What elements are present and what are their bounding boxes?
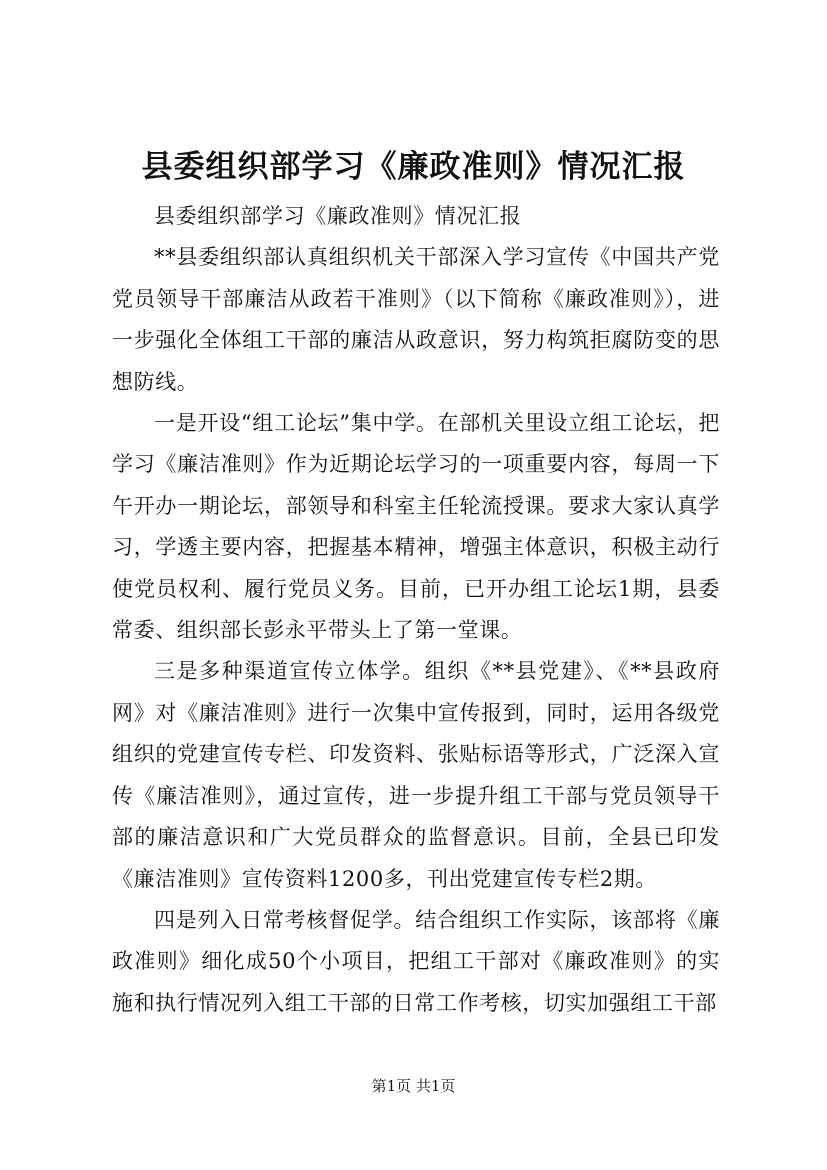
section-four-paragraph: 四是列入日常考核督促学。结合组织工作实际，该部将《廉政准则》细化成50个小项目，把组工干部对《廉政准则》的实施和执行情况列入组工干部的日常工作考核，切实加强组工干部: [112, 907, 720, 1015]
document-body: [112, 196, 720, 1024]
document-title: 县委组织部学习《廉政准则》情况汇报: [141, 149, 686, 185]
page-footer: 第1页 共1页: [371, 1077, 456, 1095]
subtitle-paragraph: 县委组织部学习《廉政准则》情况汇报: [154, 204, 522, 228]
section-three-paragraph: 三是多种渠道宣传立体学。组织《**县党建》、《**县政府网》对《廉洁准则》进行一次集中宣传报到，同时，运用各级党组织的党建宣传专栏、印发资料、张贴标语等形式，广泛深入宣传《廉洁准则》，通过宣传，进一步提升组工干部与党员领导干部的廉洁意识和广大党员群众的监督意识。目前，全县已印发《廉洁准则》宣传资料1200多，刊出党建宣传专栏2期。: [112, 659, 720, 891]
intro-paragraph: **县委组织部认真组织机关干部深入学习宣传《中国共产党党员领导干部廉洁从政若干准则》（以下简称《廉政准则》），进一步强化全体组工干部的廉洁从政意识，努力构筑拒腐防变的思想防线。: [112, 245, 720, 394]
section-one-paragraph: 一是开设“组工论坛”集中学。在部机关里设立组工论坛，把学习《廉洁准则》作为近期论坛学习的一项重要内容，每周一下午开办一期论坛，部领导和科室主任轮流授课。要求大家认真学习，学透主要内容，把握基本精神，增强主体意识，积极主动行使党员权利、履行党员义务。目前，已开办组工论坛1期，县委常委、组织部长彭永平带头上了第一堂课。: [112, 411, 720, 643]
